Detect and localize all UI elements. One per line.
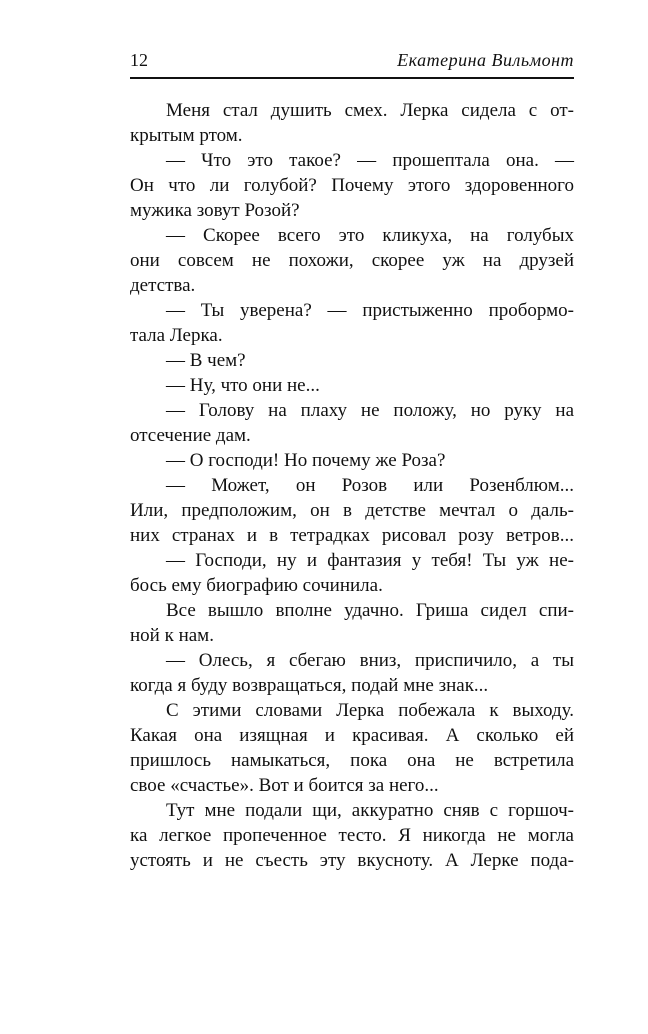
text-line: — Ты уверена? — пристыженно пробормо- — [166, 300, 574, 321]
text-line: Он что ли голубой? Почему этого здоровенного — [130, 175, 574, 196]
text-line: Меня стал душить смех. Лерка сидела с от- — [166, 100, 574, 121]
text-line: мужика зовут Розой? — [130, 200, 300, 221]
page-number: 12 — [130, 50, 148, 70]
text-line: — Олесь, я сбегаю вниз, приспичило, а ты — [166, 650, 574, 671]
text-line: — Скорее всего это кликуха, на голубых — [166, 225, 574, 246]
text-line: Все вышло вполне удачно. Гриша сидел спи- — [166, 600, 574, 621]
header-divider — [130, 77, 574, 79]
text-line: — Ну, что они не... — [166, 375, 320, 396]
text-line: они совсем не похожи, скорее уж на друзей — [130, 250, 574, 271]
text-line: тала Лерка. — [130, 325, 223, 346]
text-line: Или, предположим, он в детстве мечтал о даль- — [130, 500, 574, 521]
text-line: бось ему биографию сочинила. — [130, 575, 383, 596]
text-line: когда я буду возвращаться, подай мне знак... — [130, 675, 489, 696]
text-line: — В чем? — [166, 350, 246, 371]
running-title: Екатерина Вильмонт — [397, 50, 574, 70]
text-line: ка легкое пропеченное тесто. Я никогда не могла — [130, 825, 574, 846]
text-line: свое «счастье». Вот и боится за него... — [130, 775, 439, 796]
text-line: детства. — [130, 275, 196, 296]
body-text — [130, 98, 574, 873]
text-line: — Голову на плаху не положу, но руку на — [166, 400, 574, 421]
text-line: — Может, он Розов или Розенблюм... — [166, 475, 574, 496]
text-line: — Что это такое? — прошептала она. — — [166, 150, 574, 171]
text-line: Тут мне подали щи, аккуратно сняв с горшоч- — [166, 800, 574, 821]
text-line: С этими словами Лерка побежала к выходу. — [166, 700, 574, 721]
text-line: отсечение дам. — [130, 425, 251, 446]
text-line: — Господи, ну и фантазия у тебя! Ты уж не- — [166, 550, 574, 571]
page-header — [130, 44, 574, 74]
text-line: них странах и в тетрадках рисовал розу ветров... — [130, 525, 574, 546]
text-line: крытым ртом. — [130, 125, 243, 146]
text-line: Какая она изящная и красивая. А сколько ей — [130, 725, 574, 746]
text-line: устоять и не съесть эту вкусноту. А Лерке пода- — [130, 850, 574, 871]
text-line: пришлось намыкаться, пока она не встретила — [130, 750, 574, 771]
text-line: — О господи! Но почему же Роза? — [166, 450, 446, 471]
text-line: ной к нам. — [130, 625, 214, 646]
